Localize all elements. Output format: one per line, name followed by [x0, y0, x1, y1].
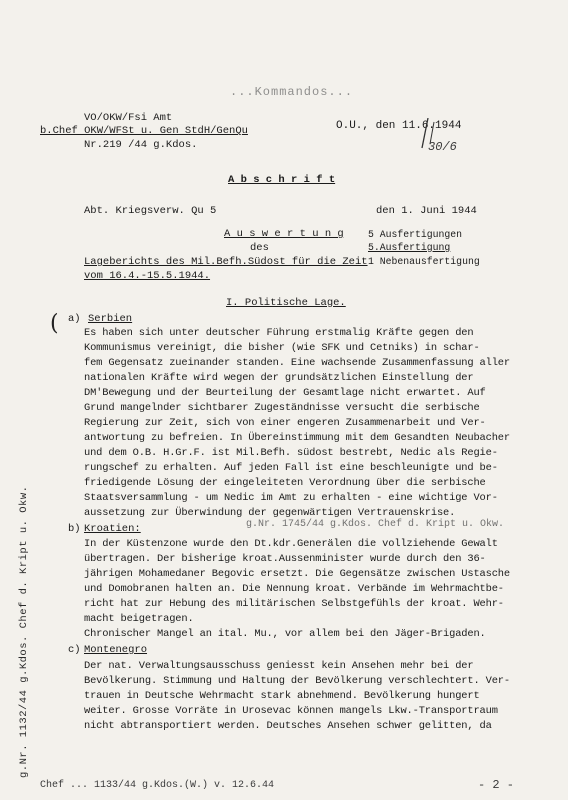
department-date: den 1. Juni 1944: [376, 205, 477, 217]
kroatien-line-3: jährigen Mohamedaner Begovic ersetzt. Die Gegensätze zwischen Ustasche: [84, 568, 510, 580]
chef-line: b.Chef OKW/WFSt u. Gen StdH/GenQu: [40, 125, 248, 137]
faded-stamp-top: ...Kommandos...: [230, 85, 354, 99]
montenegro-line-5: nicht abtransportiert werden. Deutsches Ansehen schwer gelitten, da: [84, 720, 492, 732]
serbien-line-4: nationalen Kräfte wird wegen der grundsätzlichen Einstellung der: [84, 372, 474, 384]
serbien-line-1: Es haben sich unter deutscher Führung erstmalig Kräfte gegen den: [84, 327, 474, 339]
serbien-line-2: Kommunismus vereinigt, die bisher (wie SFK und Cetniks) in schar-: [84, 342, 480, 354]
kroatien-line-6: macht beigetragen.: [84, 613, 194, 625]
kroatien-line-1: In der Küstenzone wurde den Dt.kdr.Generälen die vollziehende Gewalt: [84, 538, 498, 550]
montenegro-line-2: Bevölkerung. Stimmung und Haltung der Bevölkerung verschlechtert. Ver-: [84, 675, 510, 687]
department-line: Abt. Kriegsverw. Qu 5: [84, 205, 217, 217]
auswertung-heading: A u s w e r t u n g: [224, 228, 344, 240]
kroatien-line-7: Chronischer Mangel an ital. Mu., vor allem bei den Jäger-Brigaden.: [84, 628, 486, 640]
section-c-heading: Montenegro: [84, 644, 148, 656]
abschrift-heading: A b s c h r i f t: [228, 174, 336, 186]
kroatien-line-2: übertragen. Der bisherige kroat.Aussenminister wurde durch den 36-: [84, 553, 486, 565]
footer-registry: Chef ... 1133/44 g.Kdos.(W.) v. 12.6.44: [40, 780, 275, 791]
serbien-line-11: friedigende Lösung der eingeleiteten Verordnung über die serbische: [84, 477, 486, 489]
handwritten-note: 30/6: [428, 140, 457, 154]
serbien-line-13: aussetzung zur Überwindung der gegenwärtigen Vertrauenskrise.: [84, 507, 456, 519]
section-a-marker: a): [68, 313, 81, 325]
section-b-marker: b): [68, 523, 81, 535]
serbien-line-10: rungschef zu erhalten. Auf jeden Fall ist eine beschleunigte und be-: [84, 462, 498, 474]
section-c-marker: c): [68, 644, 81, 656]
page-number: - 2 -: [478, 778, 515, 792]
copies-count: 5 Ausfertigungen: [368, 229, 463, 240]
copy-number: 5.Ausfertigung: [368, 242, 451, 253]
serbien-line-8: antwortung zu befreien. In Übereinstimmung mit dem Gesandten Neubacher: [84, 432, 510, 444]
vo-line: VO/OKW/Fsi Amt: [84, 112, 173, 124]
section-title: I. Politische Lage.: [226, 297, 346, 309]
place-date: O.U., den 11.6.1944: [336, 120, 462, 132]
reference-number: Nr.219 /44 g.Kdos.: [84, 139, 198, 151]
serbien-line-5: DM'Bewegung und der Beurteilung der Gesamtlage nicht erwartet. Auf: [84, 387, 486, 399]
montenegro-line-4: weiter. Grosse Vorräte in Urosevac können mangels Lkw.-Transportraum: [84, 705, 498, 717]
serbien-line-9: und dem O.B. H.Gr.F. ist Mil.Befh. südost bestrebt, Nedic als Regie-: [84, 447, 498, 459]
section-a-heading: Serbien: [88, 313, 133, 325]
montenegro-line-1: Der nat. Verwaltungsausschuss geniesst kein Ansehen mehr bei der: [84, 660, 474, 672]
margin-registry-text: g.Nr. 1132/44 g.Kdos. Chef d. Kript u. Okw.: [18, 485, 30, 778]
serbien-line-3: fem Gegensatz zueinander standen. Eine wachsende Zusammenfassung aller: [84, 357, 510, 369]
margin-bracket: (: [50, 311, 59, 336]
kroatien-line-5: richt hat zur Hebung des militärischen Selbstgefühls der kroat. Wehr-: [84, 598, 504, 610]
report-title-line2: vom 16.4.-15.5.1944.: [84, 270, 211, 282]
des-label: des: [250, 242, 269, 254]
report-title-line1: Lageberichts des Mil.Befh.Südost für die Zeit: [84, 256, 368, 268]
serbien-line-7: Regierung zur Zeit, sich von einer engeren Zusammenarbeit und Ver-: [84, 417, 486, 429]
serbien-line-12: Staatsversammlung - um Nedic im Amt zu erhalten - eine wichtige Vor-: [84, 492, 498, 504]
section-b-heading: Kroatien:: [84, 523, 141, 535]
registry-stamp: g.Nr. 1745/44 g.Kdos. Chef d. Kript u. Okw.: [246, 519, 505, 530]
extra-copy: 1 Nebenausfertigung: [368, 256, 480, 267]
serbien-line-6: Grund mangelnder sichtbarer Zugeständnisse versucht die serbische: [84, 402, 480, 414]
montenegro-line-3: trauen in Deutsche Wehrmacht stark abnehmend. Bevölkerung hungert: [84, 690, 480, 702]
kroatien-line-4: und Domobranen halten an. Die Nennung kroat. Verbände im Wehrmachtbe-: [84, 583, 504, 595]
